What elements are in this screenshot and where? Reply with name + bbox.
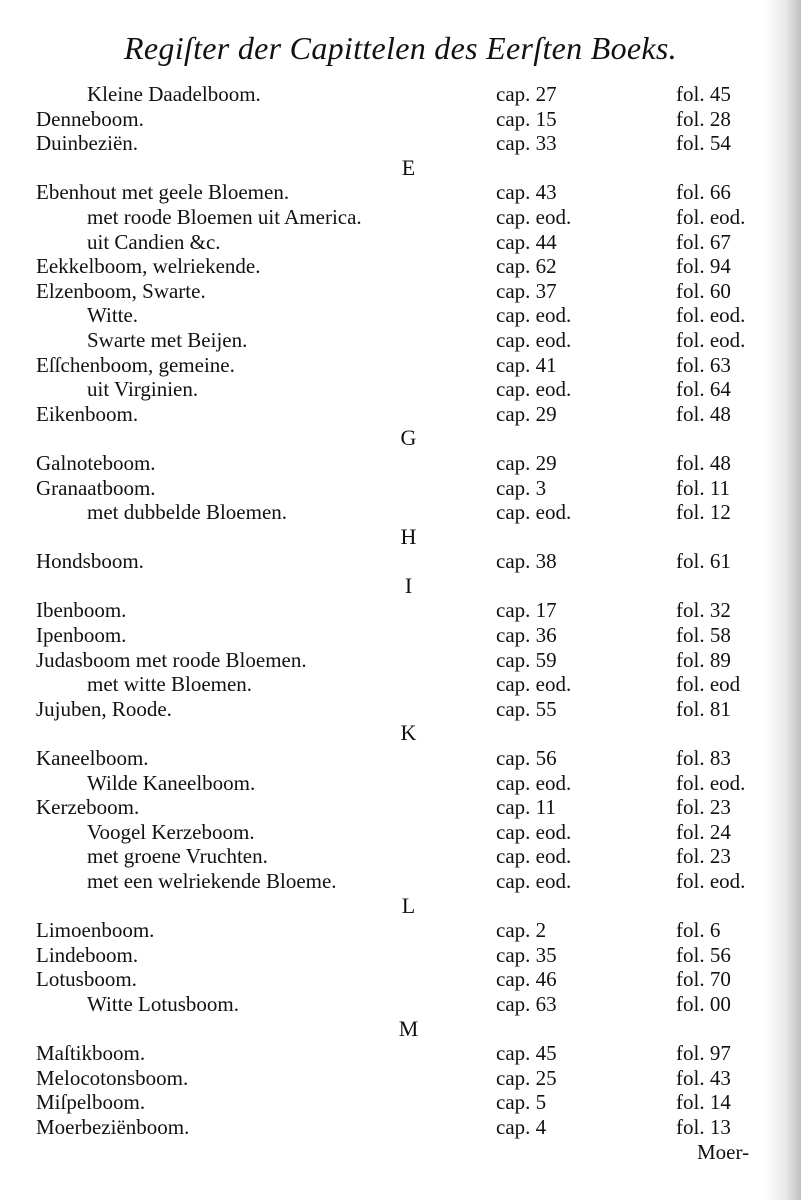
register-entry bbox=[0, 549, 801, 574]
entry-chapter: cap. 15 bbox=[496, 106, 557, 131]
register-entry bbox=[0, 476, 801, 501]
entry-chapter: cap. eod. bbox=[496, 869, 572, 893]
entry-folio: fol. 23 bbox=[676, 844, 731, 869]
section-letter: K bbox=[400, 720, 417, 746]
entry-folio: fol. eod. bbox=[676, 204, 746, 229]
entry-chapter: cap. 29 bbox=[496, 450, 557, 475]
register-entry bbox=[0, 500, 801, 525]
entry-folio: fol. 14 bbox=[676, 1090, 731, 1115]
entry-chapter: cap. 46 bbox=[496, 967, 557, 992]
entry-name: Eſſchenboom, gemeine. bbox=[36, 352, 235, 377]
entry-name: Lotusboom. bbox=[36, 967, 137, 992]
entry-chapter: cap. 44 bbox=[496, 229, 557, 254]
register-entry bbox=[0, 254, 801, 279]
register-entry bbox=[0, 353, 801, 378]
entry-chapter: cap. eod. bbox=[496, 327, 572, 352]
register-entry bbox=[0, 1041, 801, 1066]
entry-name: Wilde Kaneelboom. bbox=[87, 770, 256, 795]
entry-chapter: cap. 62 bbox=[496, 254, 557, 279]
entry-folio: fol. 00 bbox=[676, 991, 731, 1016]
entry-folio: fol. eod. bbox=[676, 327, 746, 352]
entry-name: Kleine Daadelboom. bbox=[87, 82, 261, 106]
entry-folio: fol. 83 bbox=[676, 746, 731, 771]
entry-folio: fol. 24 bbox=[676, 819, 731, 844]
register-entry bbox=[0, 1066, 801, 1091]
section-letter: E bbox=[401, 154, 416, 180]
entry-chapter: cap. 17 bbox=[496, 598, 557, 623]
entry-folio: fol. 97 bbox=[676, 1041, 731, 1066]
register-entry bbox=[0, 771, 801, 796]
entry-folio: fol. 89 bbox=[676, 647, 731, 672]
entry-folio: fol. 13 bbox=[676, 1114, 731, 1139]
register-entry bbox=[0, 820, 801, 845]
entry-chapter: cap. 35 bbox=[496, 942, 557, 967]
register-entry bbox=[0, 180, 801, 205]
entry-chapter: cap. 29 bbox=[496, 401, 557, 426]
register-entry bbox=[0, 746, 801, 771]
section-letter: I bbox=[404, 572, 413, 598]
entry-chapter: cap. 27 bbox=[496, 82, 557, 106]
entry-folio: fol. eod. bbox=[676, 770, 746, 795]
entry-folio: fol. 48 bbox=[676, 450, 731, 475]
entry-chapter: cap. eod. bbox=[496, 844, 572, 869]
entry-chapter: cap. 41 bbox=[496, 352, 557, 377]
entry-name: Eikenboom. bbox=[36, 401, 139, 426]
entry-chapter: cap. 4 bbox=[496, 1114, 547, 1139]
register-entry bbox=[0, 1115, 801, 1140]
catchword: Moer- bbox=[697, 1140, 750, 1164]
entry-folio: fol. eod bbox=[676, 672, 741, 697]
entry-folio: fol. 63 bbox=[676, 352, 731, 377]
entry-name: met roode Bloemen uit America. bbox=[87, 204, 362, 229]
page-title: Regiſter der Capittelen des Eerſten Boeks. bbox=[124, 30, 677, 66]
register-entry bbox=[0, 623, 801, 648]
entry-folio: fol. 6 bbox=[676, 918, 721, 943]
entry-folio: fol. 66 bbox=[676, 180, 731, 205]
entry-name: uit Candien &c. bbox=[87, 229, 221, 254]
entry-name: Kaneelboom. bbox=[36, 746, 149, 771]
register-entry bbox=[0, 230, 801, 255]
entry-chapter: cap. 3 bbox=[496, 475, 547, 500]
entry-chapter: cap. eod. bbox=[496, 500, 572, 525]
entry-chapter: cap. eod. bbox=[496, 672, 572, 697]
entry-name: Eekkelboom, welriekende. bbox=[36, 254, 261, 279]
entry-name: Melocotonsboom. bbox=[36, 1065, 189, 1090]
register-entry bbox=[0, 402, 801, 427]
register-entry bbox=[0, 967, 801, 992]
entry-chapter: cap. 36 bbox=[496, 623, 557, 648]
entry-name: Swarte met Beijen. bbox=[87, 327, 248, 352]
entry-name: Galnoteboom. bbox=[36, 450, 156, 475]
entry-folio: fol. 11 bbox=[676, 475, 731, 500]
entry-name: Hondsboom. bbox=[36, 549, 144, 574]
entry-folio: fol. 28 bbox=[676, 106, 731, 131]
register-entry bbox=[0, 131, 801, 156]
register-entry bbox=[0, 992, 801, 1017]
section-letter: G bbox=[400, 425, 417, 451]
entry-name: Miſpelboom. bbox=[36, 1090, 146, 1115]
entry-name: met groene Vruchten. bbox=[87, 844, 268, 869]
entry-folio: fol. 64 bbox=[676, 377, 731, 402]
register-entry bbox=[0, 844, 801, 869]
register-entry bbox=[0, 1090, 801, 1115]
entry-name: Limoenboom. bbox=[36, 918, 155, 943]
register-entry bbox=[0, 598, 801, 623]
entry-name: Ipenboom. bbox=[36, 623, 127, 648]
entry-folio: fol. 54 bbox=[676, 131, 731, 156]
entry-folio: fol. 60 bbox=[676, 278, 731, 303]
entry-name: Maſtikboom. bbox=[36, 1041, 146, 1066]
entry-folio: fol. eod. bbox=[676, 869, 746, 893]
entry-chapter: cap. 5 bbox=[496, 1090, 547, 1115]
entry-name: Elzenboom, Swarte. bbox=[36, 278, 206, 303]
entry-folio: fol. 43 bbox=[676, 1065, 731, 1090]
register-entry bbox=[0, 648, 801, 673]
register-entry bbox=[0, 943, 801, 968]
entry-chapter: cap. eod. bbox=[496, 819, 572, 844]
entry-folio: fol. 58 bbox=[676, 623, 731, 648]
entry-chapter: cap. 11 bbox=[496, 795, 556, 820]
entry-chapter: cap. 33 bbox=[496, 131, 557, 156]
register-entry bbox=[0, 795, 801, 820]
register-entry bbox=[0, 672, 801, 697]
register-entry bbox=[0, 279, 801, 304]
register-entry bbox=[0, 82, 801, 107]
register-entry bbox=[0, 205, 801, 230]
entry-folio: fol. eod. bbox=[676, 303, 746, 328]
entry-folio: fol. 70 bbox=[676, 967, 731, 992]
entry-name: Witte Lotusboom. bbox=[87, 991, 239, 1016]
register-entry bbox=[0, 328, 801, 353]
entry-name: uit Virginien. bbox=[87, 377, 199, 402]
entry-name: Denneboom. bbox=[36, 106, 144, 131]
entry-chapter: cap. 59 bbox=[496, 647, 557, 672]
entry-chapter: cap. eod. bbox=[496, 204, 572, 229]
section-letter: H bbox=[400, 523, 417, 549]
entry-chapter: cap. eod. bbox=[496, 770, 572, 795]
entry-chapter: cap. 2 bbox=[496, 918, 547, 943]
register-entry bbox=[0, 377, 801, 402]
register-entry bbox=[0, 451, 801, 476]
entry-chapter: cap. 43 bbox=[496, 180, 557, 205]
entry-name: met een welriekende Bloeme. bbox=[87, 869, 337, 893]
entry-name: Duinbeziën. bbox=[36, 131, 139, 156]
register-entry bbox=[0, 303, 801, 328]
entry-name: met witte Bloemen. bbox=[87, 672, 253, 697]
entry-name: Moerbeziënboom. bbox=[36, 1114, 190, 1139]
entry-name: Lindeboom. bbox=[36, 942, 139, 967]
entry-name: Jujuben, Roode. bbox=[36, 696, 172, 721]
entry-folio: fol. 94 bbox=[676, 254, 731, 279]
entry-chapter: cap. 55 bbox=[496, 696, 557, 721]
entry-name: Granaatboom. bbox=[36, 475, 156, 500]
entry-folio: fol. 45 bbox=[676, 82, 731, 106]
register-list bbox=[0, 82, 801, 1140]
register-entry bbox=[0, 107, 801, 132]
section-letter: M bbox=[398, 1015, 419, 1041]
register-entry bbox=[0, 869, 801, 894]
entry-chapter: cap. 63 bbox=[496, 991, 557, 1016]
entry-folio: fol. 32 bbox=[676, 598, 731, 623]
entry-folio: fol. 12 bbox=[676, 500, 731, 525]
entry-name: Kerzeboom. bbox=[36, 795, 140, 820]
entry-name: Judasboom met roode Bloemen. bbox=[36, 647, 307, 672]
entry-folio: fol. 56 bbox=[676, 942, 731, 967]
entry-folio: fol. 61 bbox=[676, 549, 731, 574]
section-letter: L bbox=[401, 892, 416, 918]
entry-chapter: cap. eod. bbox=[496, 303, 572, 328]
entry-folio: fol. 48 bbox=[676, 401, 731, 426]
register-entry bbox=[0, 697, 801, 722]
entry-folio: fol. 67 bbox=[676, 229, 731, 254]
entry-chapter: cap. eod. bbox=[496, 377, 572, 402]
entry-name: Ebenhout met geele Bloemen. bbox=[36, 180, 290, 205]
entry-name: met dubbelde Bloemen. bbox=[87, 500, 288, 525]
register-entry bbox=[0, 918, 801, 943]
entry-chapter: cap. 45 bbox=[496, 1041, 557, 1066]
entry-folio: fol. 23 bbox=[676, 795, 731, 820]
entry-chapter: cap. 38 bbox=[496, 549, 557, 574]
entry-name: Voogel Kerzeboom. bbox=[87, 819, 255, 844]
entry-name: Ibenboom. bbox=[36, 598, 127, 623]
entry-name: Witte. bbox=[87, 303, 139, 328]
entry-chapter: cap. 56 bbox=[496, 746, 557, 771]
entry-chapter: cap. 37 bbox=[496, 278, 557, 303]
entry-folio: fol. 81 bbox=[676, 696, 731, 721]
entry-chapter: cap. 25 bbox=[496, 1065, 557, 1090]
